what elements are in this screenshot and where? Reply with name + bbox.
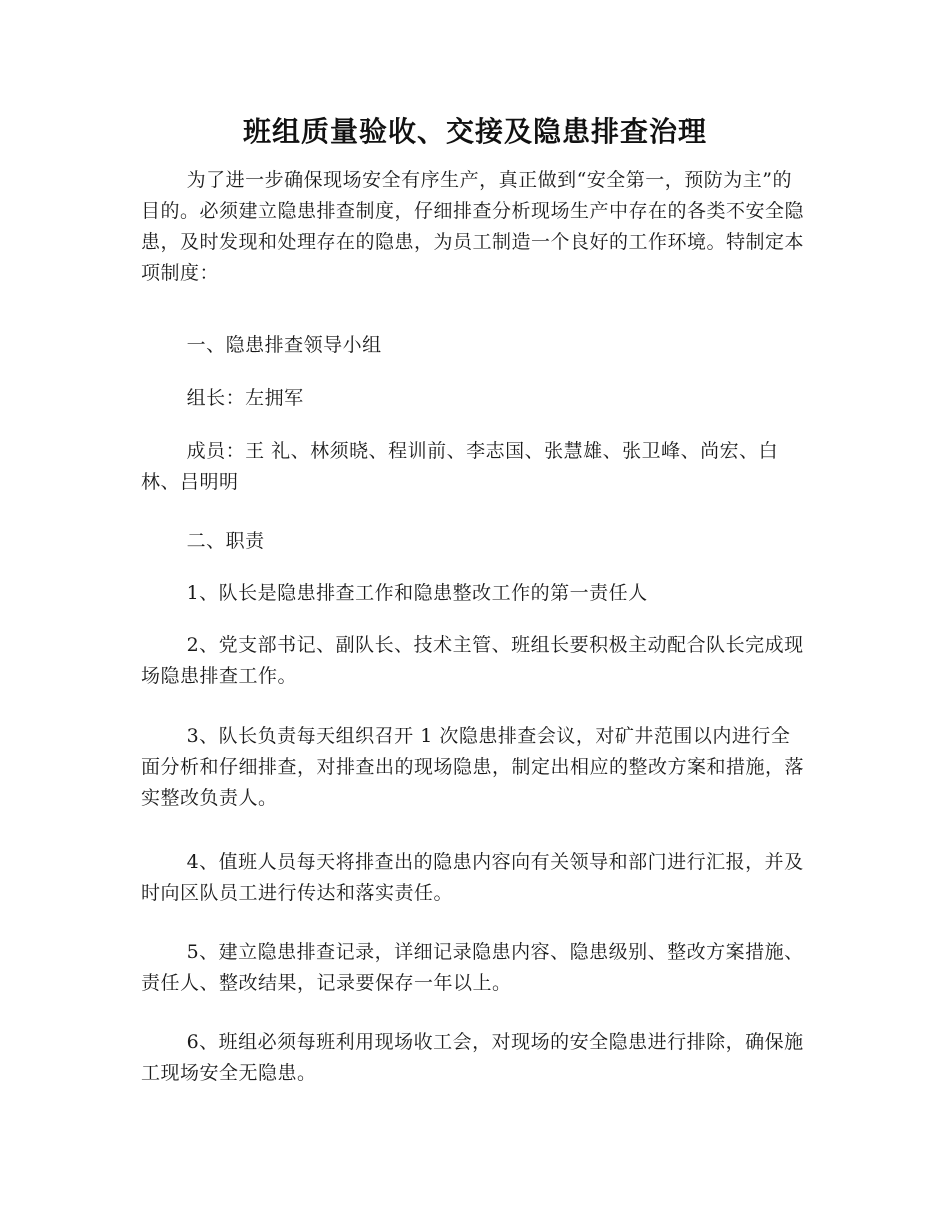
duty-item-2: 2、党支部书记、副队长、技术主管、班组长要积极主动配合队长完成现场隐患排查工作。 xyxy=(141,634,804,687)
group-members-paragraph: 成员：王 礼、林须晓、程训前、李志国、张慧雄、张卫峰、尚宏、白 林、吕明明 xyxy=(141,440,779,493)
duty-item-6: 6、班组必须每班利用现场收工会，对现场的安全隐患进行排除，确保施工现场安全无隐患。 xyxy=(141,1031,804,1084)
duty-item-1: 1、队长是隐患排查工作和隐患整改工作的第一责任人 xyxy=(186,582,648,604)
duty-item-4: 4、值班人员每天将排查出的隐患内容向有关领导和部门进行汇报，并及时向区队员工进行传达和落实责任。 xyxy=(141,851,804,904)
section-heading-leadership-group: 一、隐患排查领导小组 xyxy=(186,334,382,356)
duty-item-3: 3、队长负责每天组织召开 1 次隐患排查会议，对矿井范围以内进行全面分析和仔细排查，对排查出的现场隐患，制定出相应的整改方案和措施，落实整改负责人。 xyxy=(141,725,805,809)
section-heading-duties: 二、职责 xyxy=(186,530,265,552)
duty-item-5: 5、建立隐患排查记录，详细记录隐患内容、隐患级别、整改方案措施、责任人、整改结果，记录要保存一年以上。 xyxy=(141,941,804,994)
group-leader-line: 组长：左拥军 xyxy=(186,387,304,409)
document-title: 班组质量验收、交接及隐患排查治理 xyxy=(242,115,707,148)
intro-paragraph: 为了进一步确保现场安全有序生产，真正做到“安全第一，预防为主”的目的。必须建立隐患排查制度，仔细排查分析现场生产中存在的各类不安全隐患，及时发现和处理存在的隐患，为员工制造一个良好的工作环境。特制定本项制度： xyxy=(141,169,805,284)
